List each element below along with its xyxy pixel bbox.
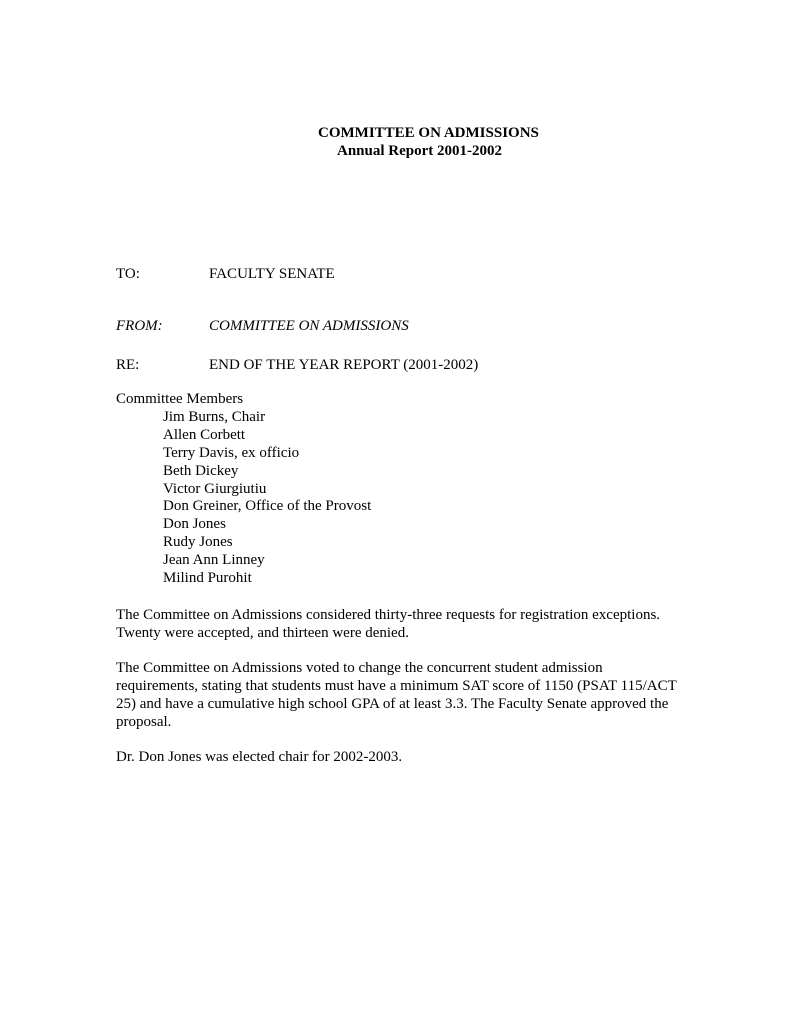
member-item: Allen Corbett bbox=[163, 426, 246, 443]
committee-members-list bbox=[116, 409, 371, 588]
memo-re-label: RE: bbox=[116, 357, 140, 373]
committee-members-section bbox=[116, 391, 371, 588]
member-item: Don Jones bbox=[163, 516, 226, 533]
memo-from-label: FROM: bbox=[116, 318, 163, 334]
member-item: Don Greiner, Office of the Provost bbox=[163, 498, 372, 515]
title-line-2: Annual Report 2001-2002 bbox=[337, 143, 503, 159]
member-item: Rudy Jones bbox=[163, 534, 233, 551]
committee-members-heading: Committee Members bbox=[116, 391, 244, 407]
paragraph-concurrent-admission: The Committee on Admissions voted to change the concurrent student admission requirements, stating that students must have a minimum SAT score of 1150 (PSAT 115/ACT 25) and have a cumulative high school GPA of at least 3.3. The Faculty Senate approved the proposal. bbox=[116, 660, 677, 730]
member-item: Jim Burns, Chair bbox=[163, 408, 266, 425]
paragraph-new-chair: Dr. Don Jones was elected chair for 2002-2003. bbox=[116, 749, 403, 765]
memo-to-row bbox=[116, 265, 335, 283]
title-line-1: COMMITTEE ON ADMISSIONS bbox=[318, 125, 539, 141]
memo-to-label: TO: bbox=[116, 266, 140, 282]
memo-re-value: END OF THE YEAR REPORT (2001-2002) bbox=[209, 357, 479, 373]
member-item: Victor Giurgiutiu bbox=[163, 480, 267, 497]
member-item: Jean Ann Linney bbox=[163, 552, 265, 569]
member-item: Terry Davis, ex officio bbox=[163, 444, 300, 461]
memo-from-value: COMMITTEE ON ADMISSIONS bbox=[209, 318, 409, 334]
memo-to-value: FACULTY SENATE bbox=[209, 266, 335, 282]
paragraph-registration-exceptions: The Committee on Admissions considered thirty-three requests for registration exceptions. Twenty were accepted, and thirteen were denied. bbox=[116, 607, 661, 641]
member-item: Milind Purohit bbox=[163, 570, 252, 587]
memo-from-row bbox=[116, 317, 409, 335]
member-item: Beth Dickey bbox=[163, 462, 239, 479]
memo-re-row bbox=[116, 356, 478, 374]
